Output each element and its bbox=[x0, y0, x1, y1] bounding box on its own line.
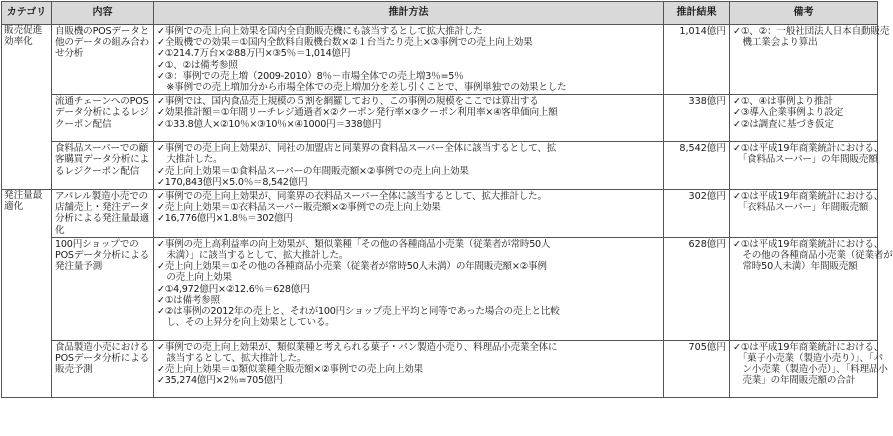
table-row bbox=[2, 340, 878, 397]
method-line: ※事例での売上増加分から市場全体での売上増加分を差し引くことで、事例単独での効果とした bbox=[157, 82, 567, 94]
method-line: ✓①33.8億人×②10％×③10％×④1000円＝338億円 bbox=[157, 118, 382, 130]
table-row bbox=[2, 142, 878, 190]
method-cell bbox=[154, 237, 664, 340]
content-cell: 食料品スーパーでの顧客購買データ分析によるレジクーポン配信 bbox=[52, 142, 154, 190]
method-line: ✓売上向上効果＝①食料品スーパーの年間販売額×②事例での売上向上効果 bbox=[157, 165, 469, 177]
method-line: ✓事例での売上向上効果が、同業界の衣料品スーパー全体に該当するとして、拡大推計した。 bbox=[157, 191, 547, 203]
notes-line: ✓①は平成19年商業統計における、 bbox=[733, 238, 884, 250]
method-line: 大推計した。 bbox=[157, 154, 223, 166]
table-row bbox=[2, 25, 878, 95]
method-line: ✓①、②は備考参照 bbox=[157, 59, 238, 71]
content-cell: 自販機のPOSデータと他のデータの組み合わせ分析 bbox=[52, 25, 154, 95]
method-line: ✓③：事例での売上増（2009-2010）8％－市場全体での売上増3％=5％ bbox=[157, 70, 464, 82]
method-line: し、その上昇分を向上効果としている。 bbox=[157, 317, 335, 329]
header-row bbox=[2, 2, 878, 25]
header-content: 内容 bbox=[52, 2, 154, 25]
result-cell: 302億円 bbox=[664, 190, 730, 238]
estimation-table bbox=[1, 1, 893, 398]
method-line: ✓売上向上効果＝①衣料品スーパー販売額×②事例での売上向上効果 bbox=[157, 202, 441, 214]
method-line: の売上向上効果 bbox=[157, 272, 232, 284]
content-cell: 流通チェーンへのPOSデータ分析によるレジクーポン配信 bbox=[52, 95, 154, 142]
header-result: 推計結果 bbox=[664, 2, 730, 25]
method-line: ✓170,843億円×5.0％＝8,542億円 bbox=[157, 176, 308, 188]
notes-line: 「衣料品スーパー」年間販売額 bbox=[733, 202, 869, 214]
method-line: ✓①4,972億円×②12.6％＝628億円 bbox=[157, 283, 310, 295]
category-cell: 販売促進効率化 bbox=[2, 25, 52, 190]
table-row bbox=[2, 190, 878, 238]
notes-cell bbox=[730, 340, 888, 397]
header-notes: 備考 bbox=[730, 2, 878, 25]
method-line: ✓①は備考参照 bbox=[157, 294, 220, 306]
notes-cell bbox=[730, 95, 878, 142]
notes-line: 「菓子小売業（製造小売り）」、「パ bbox=[733, 353, 883, 365]
result-cell: 338億円 bbox=[664, 95, 730, 142]
content-cell: アパレル製造小売での店舗売上・発注データ分析による発注量最適化 bbox=[52, 190, 154, 238]
method-line: 該当するとして、拡大推計した。 bbox=[157, 353, 307, 365]
result-cell: 8,542億円 bbox=[664, 142, 730, 190]
header-category: カテゴリ bbox=[2, 2, 52, 25]
result-cell: 628億円 bbox=[664, 237, 730, 340]
notes-line: ✓①は平成19年商業統計における、 bbox=[733, 341, 884, 353]
method-cell bbox=[154, 340, 664, 397]
method-line: 未満）」に該当するとして、拡大推計した。 bbox=[157, 250, 349, 262]
method-line: ✓売上向上効果＝①その他の各種商品小売業（従業者が常時50人未満）の年間販売額×②事例 bbox=[157, 261, 547, 273]
notes-cell bbox=[730, 190, 884, 238]
method-line: ✓事例の売上高利益率の向上効果が、類似業種「その他の各種商品小売業（従業者が常時50人 bbox=[157, 238, 551, 250]
notes-line: ✓①は平成19年商業統計における、 bbox=[733, 143, 884, 155]
method-cell bbox=[154, 95, 664, 142]
header-method: 推計方法 bbox=[154, 2, 664, 25]
method-line: ✓16,776億円×1.8％＝302億円 bbox=[157, 213, 293, 225]
table-row bbox=[2, 237, 878, 340]
category-cell: 発注量最適化 bbox=[2, 190, 52, 398]
method-line: ✓事例での売上向上効果が、同社の加盟店と同業界の食料品スーパー全体に該当するとして、拡 bbox=[157, 143, 557, 155]
notes-cell bbox=[730, 25, 890, 95]
notes-line: ✓②は調査に基づき仮定 bbox=[733, 118, 834, 130]
notes-line: ✓①、②：一般社団法人日本自動販売 bbox=[733, 26, 890, 37]
content-cell: 食品製造小売におけるPOSデータ分析による販売予測 bbox=[52, 340, 154, 397]
table-row bbox=[2, 95, 878, 142]
method-line: ✓②は事例の2012年の売上と、それが100円ショップ売上平均と同等であった場合の売上と比較 bbox=[157, 306, 560, 318]
notes-line: 「食料品スーパー」の年間販売額 bbox=[733, 154, 878, 166]
method-line: ✓全販機での効果＝①国内全飲料自販機台数×②１台当たり売上×③事例での売上向上効果 bbox=[157, 37, 533, 49]
method-line: ✓①214.7万台×②88万円×③5％＝1,014億円 bbox=[157, 48, 351, 60]
notes-line: 売業」の年間販売額の合計 bbox=[733, 375, 856, 387]
method-line: ✓事例での売上向上効果を国内全自動販売機にも該当するとして拡大推計した bbox=[157, 26, 483, 37]
notes-line: ✓①、④は事例より推計 bbox=[733, 96, 833, 108]
notes-line: 常時50人未満）年間販売額 bbox=[733, 261, 858, 273]
method-line: ✓35,274億円×2％=705億円 bbox=[157, 375, 283, 387]
method-cell bbox=[154, 25, 664, 95]
result-cell: 1,014億円 bbox=[664, 25, 730, 95]
notes-line: その他の各種商品小売業（従業者が bbox=[733, 250, 893, 262]
notes-line: ン小売業（製造小売）」、「料理品小 bbox=[733, 364, 888, 376]
content-cell: 100円ショップでのPOSデータ分析による発注量予測 bbox=[52, 237, 154, 340]
notes-cell bbox=[730, 237, 893, 340]
notes-cell bbox=[730, 142, 884, 190]
notes-line: ✓③導入企業事例より設定 bbox=[733, 107, 844, 119]
method-line: ✓効果推計額＝①年間リーチレジ通過者×②クーポン発行率×③クーポン利用率×④客単価向上額 bbox=[157, 107, 558, 119]
method-line: ✓事例での売上向上効果が、類似業種と考えられる菓子・パン製造小売り、料理品小売業全体に bbox=[157, 341, 558, 353]
notes-line: 機工業会より算出 bbox=[733, 37, 818, 49]
result-cell: 705億円 bbox=[664, 340, 730, 397]
method-cell bbox=[154, 142, 664, 190]
method-cell bbox=[154, 190, 664, 238]
method-line: ✓売上向上効果＝①類似業種全販売額×②事例での売上向上効果 bbox=[157, 364, 423, 376]
notes-line: ✓①は平成19年商業統計における、 bbox=[733, 191, 884, 203]
method-line: ✓事例では、国内食品売上規模の５割を網羅しており、この事例の規模をここでは算出する bbox=[157, 96, 539, 108]
